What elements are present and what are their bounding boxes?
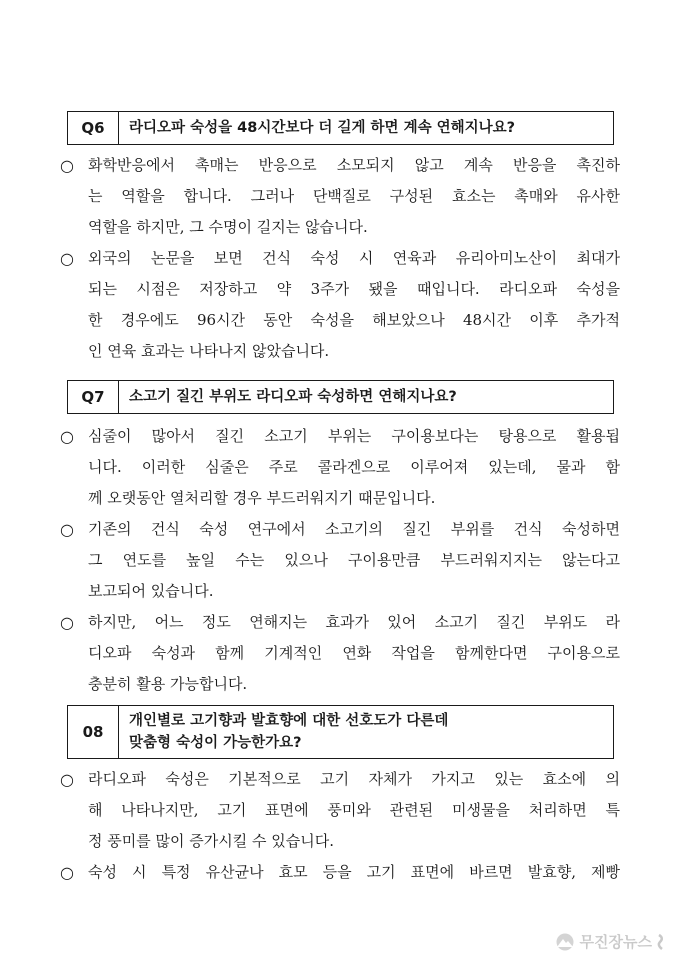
answer-line: 는 역할을 합니다. 그러나 단백질로 구성된 효소는 촉매와 유사한: [88, 187, 620, 205]
answers-q7: [60, 421, 620, 700]
answer-line: 외국의 논문을 보면 건식 숙성 시 연육과 유리아미노산이 최대가: [88, 249, 620, 267]
answer-line: 니다. 이러한 심줄은 주로 콜라겐으로 이루어져 있는데, 물과 함: [88, 458, 620, 476]
answer-line: 하지만, 어느 정도 연해지는 효과가 있어 소고기 질긴 부위도 라: [88, 613, 620, 631]
bullet-circle-icon: ○: [60, 520, 74, 539]
answer-line: 보고되어 있습니다.: [88, 582, 214, 600]
answer-line: 인 연육 효과는 나타나지 않았습니다.: [88, 342, 330, 360]
answer-item: [60, 607, 620, 700]
answer-item: [60, 514, 620, 607]
answer-line: 한 경우에도 96시간 동안 숙성을 해보았으나 48시간 이후 추가적: [88, 311, 620, 329]
answer-item: [60, 421, 620, 514]
question-number: Q6: [68, 112, 119, 144]
answers-q6: [60, 150, 620, 367]
answer-line: 라디오파 숙성은 기본적으로 고기 자체가 가지고 있는 효소에 의: [88, 770, 620, 788]
question-box-q7: [67, 380, 614, 414]
question-title: 라디오파 숙성을 48시간보다 더 길게 하면 계속 연해지나요?: [129, 120, 516, 136]
answer-line: 그 연도를 높일 수는 있으나 구이용만큼 부드러워지지는 않는다고: [88, 551, 620, 569]
answer-line: 디오파 숙성과 함께 기계적인 연화 작업을 함께한다면 구이용으로: [88, 644, 620, 662]
question-title: 개인별로 고기향과 발효향에 대한 선호도가 다른데 맞춤형 숙성이 가능한가요?: [129, 713, 449, 751]
watermark: [554, 931, 666, 952]
answer-item: [60, 857, 620, 888]
watermark-text: 무진장뉴스: [579, 933, 652, 951]
answer-line: 역할을 하지만, 그 수명이 길지는 않습니다.: [88, 218, 368, 236]
answer-item: [60, 150, 620, 243]
answer-line: 충분히 활용 가능합니다.: [88, 675, 248, 693]
mountain-logo-icon: [554, 933, 576, 951]
answer-line: 되는 시점은 저장하고 약 3주가 됐을 때입니다. 라디오파 숙성을: [88, 280, 620, 298]
bullet-circle-icon: ○: [60, 863, 74, 882]
bullet-circle-icon: ○: [60, 249, 74, 268]
answer-line: 숙성 시 특정 유산균나 효모 등을 고기 표면에 바르면 발효향, 제빵: [88, 863, 620, 881]
question-title: 소고기 질긴 부위도 라디오파 숙성하면 연해지나요?: [129, 389, 457, 405]
answer-item: [60, 243, 620, 367]
bullet-circle-icon: ○: [60, 156, 74, 175]
answer-line: 기존의 건식 숙성 연구에서 소고기의 질긴 부위를 건식 숙성하면: [88, 520, 620, 538]
question-number: Q7: [68, 381, 119, 413]
bullet-circle-icon: ○: [60, 770, 74, 789]
answer-line: 화학반응에서 촉매는 반응으로 소모되지 않고 계속 반응을 촉진하: [88, 156, 620, 174]
question-box-q6: [67, 111, 614, 145]
answer-item: [60, 764, 620, 857]
answer-line: 께 오랫동안 열처리할 경우 부드러워지기 때문입니다.: [88, 489, 436, 507]
wave-mark-icon: [656, 933, 666, 951]
question-box-q8: [67, 705, 614, 759]
bullet-circle-icon: ○: [60, 613, 74, 632]
answer-line: 해 나타나지만, 고기 표면에 풍미와 관련된 미생물을 처리하면 특: [88, 801, 620, 819]
bullet-circle-icon: ○: [60, 427, 74, 446]
question-number: 08: [68, 706, 119, 758]
answers-q8: [60, 764, 620, 888]
answer-line: 정 풍미를 많이 증가시킬 수 있습니다.: [88, 832, 334, 850]
answer-line: 심줄이 많아서 질긴 소고기 부위는 구이용보다는 탕용으로 활용됩: [88, 427, 620, 445]
